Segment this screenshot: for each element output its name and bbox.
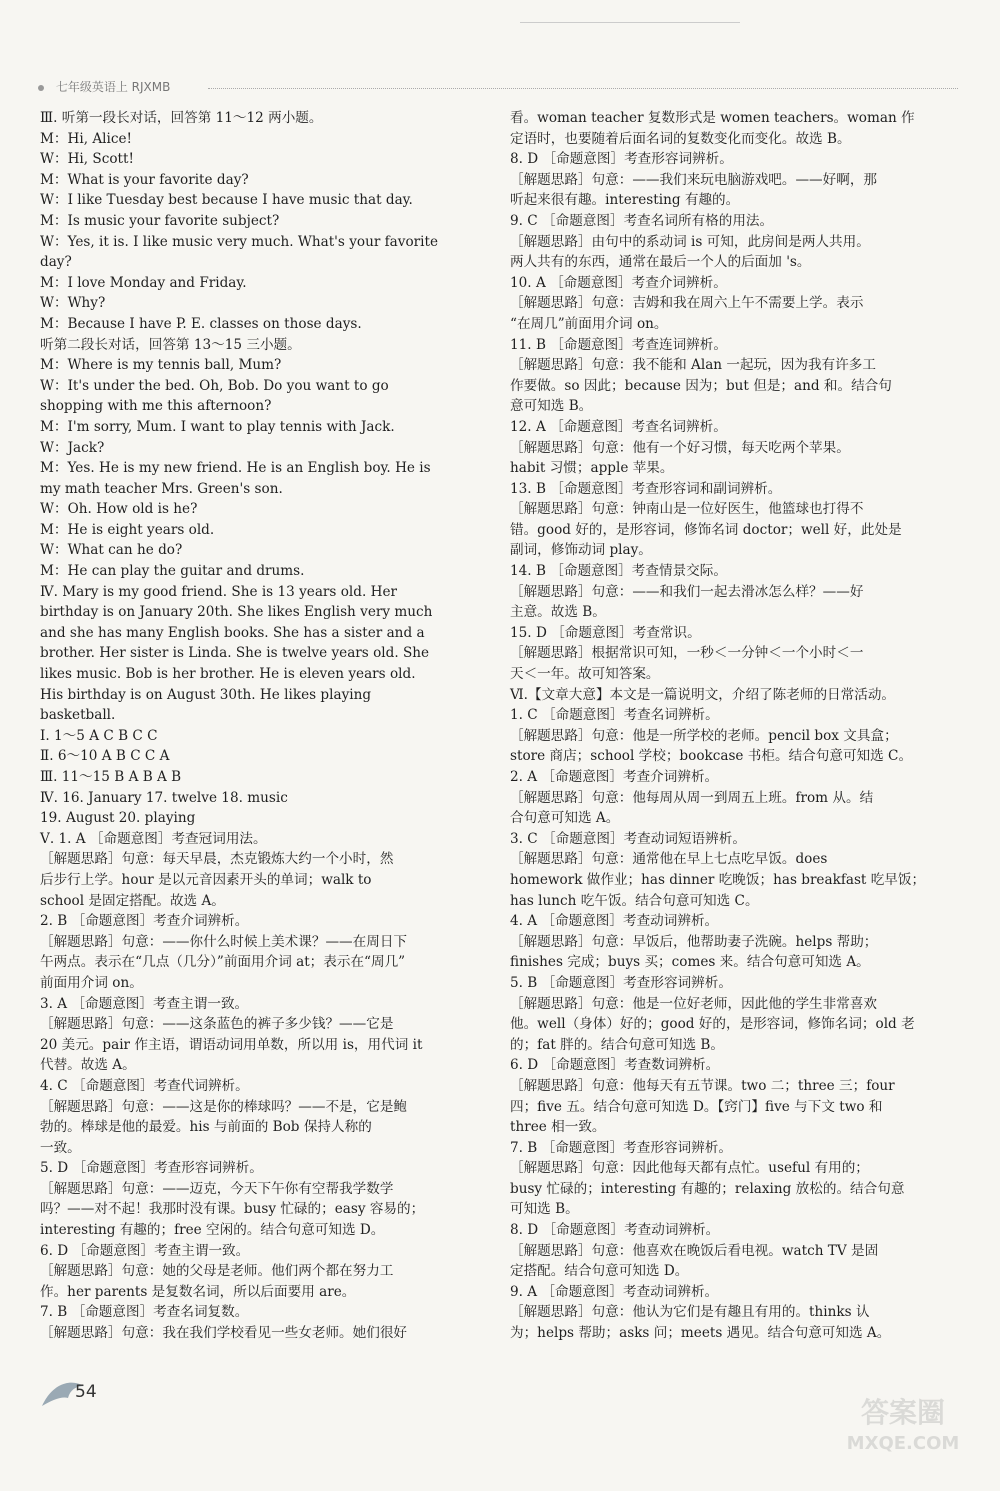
text-line: 2. B ［命题意图］考查介词辨析。	[40, 913, 249, 930]
text-line: 15. D ［命题意图］考查常识。	[510, 624, 701, 641]
text-line: 看。woman teacher 复数形式是 women teachers。woman 作	[510, 110, 915, 126]
text-line: 9. A ［命题意图］考查动词辨析。	[510, 1283, 719, 1300]
text-line: has lunch 吃午饭。结合句意可知选 C。	[510, 892, 759, 909]
text-line: M：He is eight years old.	[40, 521, 215, 538]
text-line: ［解题思路］句意：他有一个好习惯，每天吃两个苹果。	[510, 439, 850, 456]
header-rule	[208, 88, 958, 89]
text-line: W：Why?	[40, 295, 106, 312]
text-line: shopping with me this afternoon?	[40, 398, 272, 415]
text-line: interesting 有趣的；free 空闲的。结合句意可知选 D。	[40, 1222, 385, 1239]
header-title: 七年级英语上 RJXMB	[55, 80, 171, 94]
text-line: 8. D ［命题意图］考查动词辨析。	[510, 1222, 720, 1239]
text-line: “在周几”前面用介词 on。	[510, 315, 668, 332]
text-line: 他。well（身体）好的；good 好的，是形容词，修饰名词；old 老	[510, 1016, 915, 1033]
text-line: ［解题思路］句意：我在我们学校看见一些女老师。她们很好	[40, 1325, 408, 1342]
text-line: M：What is your favorite day?	[40, 171, 249, 188]
text-line: M：He can play the guitar and drums.	[40, 563, 305, 580]
text-line: M：Because I have P. E. classes on those days.	[40, 315, 362, 332]
text-line: likes music. Bob is her brother. He is eleven years old.	[40, 666, 416, 683]
text-line: ［解题思路］由句中的系动词 is 可知，此房间是两人共用。	[510, 233, 870, 250]
text-line: W：It's under the bed. Oh, Bob. Do you want to go	[40, 377, 389, 394]
text-line: M：Yes. He is my new friend. He is an English boy. He is	[40, 460, 431, 477]
text-line: ［解题思路］句意：吉姆和我在周六上午不需要上学。表示	[510, 295, 864, 312]
text-line: 为；helps 帮助；asks 问；meets 遇见。结合句意可知选 A。	[510, 1325, 891, 1342]
text-line: ［解题思路］句意：她的父母是老师。他们两个都在努力工	[40, 1263, 394, 1280]
text-line: day?	[40, 254, 72, 271]
text-line: 4. C ［命题意图］考查代词辨析。	[40, 1077, 249, 1094]
text-line: ［解题思路］句意：每天早晨，杰克锻炼大约一个小时，然	[40, 851, 394, 868]
text-line: 四；five 五。结合句意可知选 D。【窍门】five 与下文 two 和	[510, 1098, 883, 1115]
text-line: school 是固定搭配。故选 A。	[40, 892, 225, 909]
text-line: 20 美元。pair 作主语，谓语动词用单数，所以用 is，用代词 it	[40, 1036, 423, 1053]
text-line: 作要做。so 因此；because 因为；but 但是；and 和。结合句	[510, 377, 892, 394]
dolphin-logo-icon	[40, 1376, 160, 1416]
watermark	[828, 1393, 978, 1473]
text-line: homework 做作业；has dinner 吃晚饭；has breakfast 吃早饭；	[510, 871, 926, 888]
text-line: 5. D ［命题意图］考查形容词辨析。	[40, 1160, 263, 1177]
text-line: ［解题思路］句意：——和我们一起去滑冰怎么样？——好	[510, 583, 864, 600]
text-line: 3. C ［命题意图］考查动词短语辨析。	[510, 830, 746, 847]
text-line: 1. C ［命题意图］考查名词辨析。	[510, 707, 719, 724]
text-line: 作。her parents 是复数名词，所以后面要用 are。	[40, 1283, 356, 1300]
text-line: ［解题思路］句意：他是一所学校的老师。pencil box 文具盒；	[510, 727, 898, 744]
text-line: 的；fat 胖的。结合句意可知选 B。	[510, 1036, 724, 1053]
text-line: 代替。故选 A。	[40, 1057, 136, 1074]
text-line: 7. B ［命题意图］考查名词复数。	[40, 1304, 249, 1321]
text-line: W：Yes, it is. I like music very much. What's your favorite	[40, 233, 439, 250]
text-line: W：Oh. How old is he?	[40, 501, 198, 518]
watermark-url: MXQE.COM	[846, 1433, 960, 1454]
text-line: 前面用介词 on。	[40, 974, 143, 991]
text-line: 7. B ［命题意图］考查形容词辨析。	[510, 1139, 732, 1156]
text-line: ［解题思路］句意：——迈克，今天下午你有空帮我学数学	[40, 1180, 394, 1197]
text-line: M：I'm sorry, Mum. I want to play tennis with Jack.	[40, 418, 395, 435]
text-line: M：Where is my tennis ball, Mum?	[40, 357, 282, 374]
text-line: habit 习惯；apple 苹果。	[510, 460, 674, 477]
text-line: brother. Her sister is Linda. She is twelve years old. She	[40, 645, 430, 662]
text-line: 13. B ［命题意图］考查形容词和副词辨析。	[510, 480, 782, 497]
text-line: ［解题思路］句意：他是一位好老师，因此他的学生非常喜欢	[510, 995, 878, 1012]
text-line: 错。good 好的，是形容词，修饰名词 doctor；well 好，此处是	[510, 521, 902, 538]
text-line: busy 忙碌的；interesting 有趣的；relaxing 放松的。结合句意	[510, 1180, 905, 1197]
text-line: 吗？——对不起！我那时没有课。busy 忙碌的；easy 容易的；	[40, 1201, 425, 1218]
text-line: 两人共有的东西，通常在最后一个人的后面加 's。	[510, 254, 811, 271]
text-line: W：I like Tuesday best because I have music that day.	[40, 192, 413, 209]
text-line: 6. D ［命题意图］考查主谓一致。	[40, 1242, 250, 1259]
page-header	[38, 78, 958, 100]
text-line: ［解题思路］句意：我不能和 Alan 一起玩，因为我有许多工	[510, 357, 876, 374]
text-line: ［解题思路］句意：通常他在早上七点吃早饭。does	[510, 851, 828, 868]
text-line: Ⅵ.【文章大意】本文是一篇说明文，介绍了陈老师的日常活动。	[510, 686, 896, 703]
text-line: 主意。故选 B。	[510, 604, 606, 621]
text-line: 后步行上学。hour 是以元音因素开头的单词；walk to	[40, 871, 372, 888]
bullet-icon	[38, 85, 44, 91]
text-line: 意可知选 B。	[510, 398, 593, 415]
text-line: ［解题思路］句意：——你什么时候上美术课？——在周日下	[40, 933, 408, 950]
text-line: 副词，修饰动词 play。	[510, 542, 652, 559]
text-line: ［解题思路］根据常识可知，一秒＜一分钟＜一个小时＜一	[510, 645, 864, 662]
text-line: His birthday is on August 30th. He likes playing	[40, 686, 372, 703]
text-line: ［解题思路］句意：他认为它们是有趣且有用的。thinks 认	[510, 1304, 870, 1321]
text-line: 3. A ［命题意图］考查主谓一致。	[40, 995, 249, 1012]
text-line: 天＜一年。故可知答案。	[510, 666, 660, 683]
text-line: 4. A ［命题意图］考查动词辨析。	[510, 913, 719, 930]
text-line: 6. D ［命题意图］考查数词辨析。	[510, 1057, 720, 1074]
text-line: 8. D ［命题意图］考查形容词辨析。	[510, 151, 733, 168]
text-line: W：Jack?	[40, 439, 105, 456]
text-line: finishes 完成；buys 买；comes 来。结合句意可知选 A。	[510, 954, 870, 971]
text-line: ［解题思路］句意：——这条蓝色的裤子多少钱？——它是	[40, 1016, 394, 1033]
text-line: 听起来很有趣。interesting 有趣的。	[510, 192, 740, 209]
text-line: ［解题思路］句意：早饭后，他帮助妻子洗碗。helps 帮助；	[510, 933, 878, 950]
text-line: 19. August 20. playing	[40, 810, 196, 827]
text-line: 午两点。表示在“几点（几分）”前面用介词 at；表示在“周几”	[40, 954, 406, 971]
text-line: Ⅲ. 11～15 B A B A B	[40, 769, 182, 785]
text-line: Ⅱ. 6～10 A B C C A	[40, 748, 170, 765]
text-line: ［解题思路］句意：他喜欢在晚饭后看电视。watch TV 是固	[510, 1242, 879, 1259]
text-line: M：I love Monday and Friday.	[40, 274, 247, 291]
text-line: ［解题思路］句意：钟南山是一位好医生，他篮球也打得不	[510, 501, 864, 518]
text-line: Ⅳ. Mary is my good friend. She is 13 years old. Her	[40, 583, 397, 600]
text-line: 听第二段长对话，回答第 13～15 三小题。	[40, 336, 301, 353]
text-line: 一致。	[40, 1139, 81, 1156]
text-line: ［解题思路］句意：——这是你的棒球吗？——不是，它是鲍	[40, 1098, 408, 1115]
text-line: 合句意可知选 A。	[510, 810, 620, 827]
text-line: ［解题思路］句意：因此他每天都有点忙。useful 有用的；	[510, 1160, 869, 1177]
text-line: 9. C ［命题意图］考查名词所有格的用法。	[510, 212, 774, 229]
text-line: and she has many English books. She has a sister and a	[40, 624, 425, 641]
text-line: M：Is music your favorite subject?	[40, 212, 280, 229]
text-line: Ⅰ. 1～5 A C B C C	[40, 727, 158, 744]
text-line: birthday is on January 20th. She likes English very much	[40, 604, 433, 621]
text-line: 12. A ［命题意图］考查名词辨析。	[510, 418, 727, 435]
text-line: M：Hi, Alice!	[40, 130, 132, 147]
text-line: Ⅲ. 听第一段长对话，回答第 11～12 两小题。	[40, 110, 323, 126]
text-line: 5. B ［命题意图］考查形容词辨析。	[510, 974, 732, 991]
text-line: my math teacher Mrs. Green's son.	[40, 480, 283, 497]
left-column	[40, 108, 488, 1344]
text-line: 定语时，也要随着后面名词的复数变化而变化。故选 B。	[510, 130, 851, 147]
text-line: ［解题思路］句意：他每周从周一到周五上班。from 从。结	[510, 789, 874, 806]
text-line: 2. A ［命题意图］考查介词辨析。	[510, 769, 719, 785]
page-number: 54	[75, 1382, 97, 1402]
text-line: Ⅳ. 16. January 17. twelve 18. music	[40, 789, 288, 806]
text-line: 14. B ［命题意图］考查情景交际。	[510, 563, 727, 580]
text-line: 11. B ［命题意图］考查连词辨析。	[510, 336, 727, 353]
text-line: Ⅴ. 1. A ［命题意图］考查冠词用法。	[40, 830, 267, 847]
text-line: three 相一致。	[510, 1119, 606, 1136]
text-line: ［解题思路］句意：他每天有五节课。two 二；three 三；four	[510, 1077, 895, 1094]
text-line: 定搭配。结合句意可知选 D。	[510, 1263, 689, 1280]
text-line: W：Hi, Scott!	[40, 151, 134, 168]
right-column	[510, 108, 956, 1344]
watermark-text: 答案圈	[860, 1396, 945, 1429]
top-rule	[520, 22, 740, 23]
text-line: 勃的。棒球是他的最爱。his 与前面的 Bob 保持人称的	[40, 1119, 372, 1136]
text-line: store 商店；school 学校；bookcase 书柜。结合句意可知选 C。	[510, 748, 913, 765]
text-line: ［解题思路］句意：——我们来玩电脑游戏吧。——好啊，那	[510, 171, 878, 188]
text-line: 10. A ［命题意图］考查介词辨析。	[510, 274, 727, 291]
text-line: basketball.	[40, 707, 116, 724]
text-line: W：What can he do?	[40, 542, 183, 559]
text-line: 可知选 B。	[510, 1201, 579, 1218]
